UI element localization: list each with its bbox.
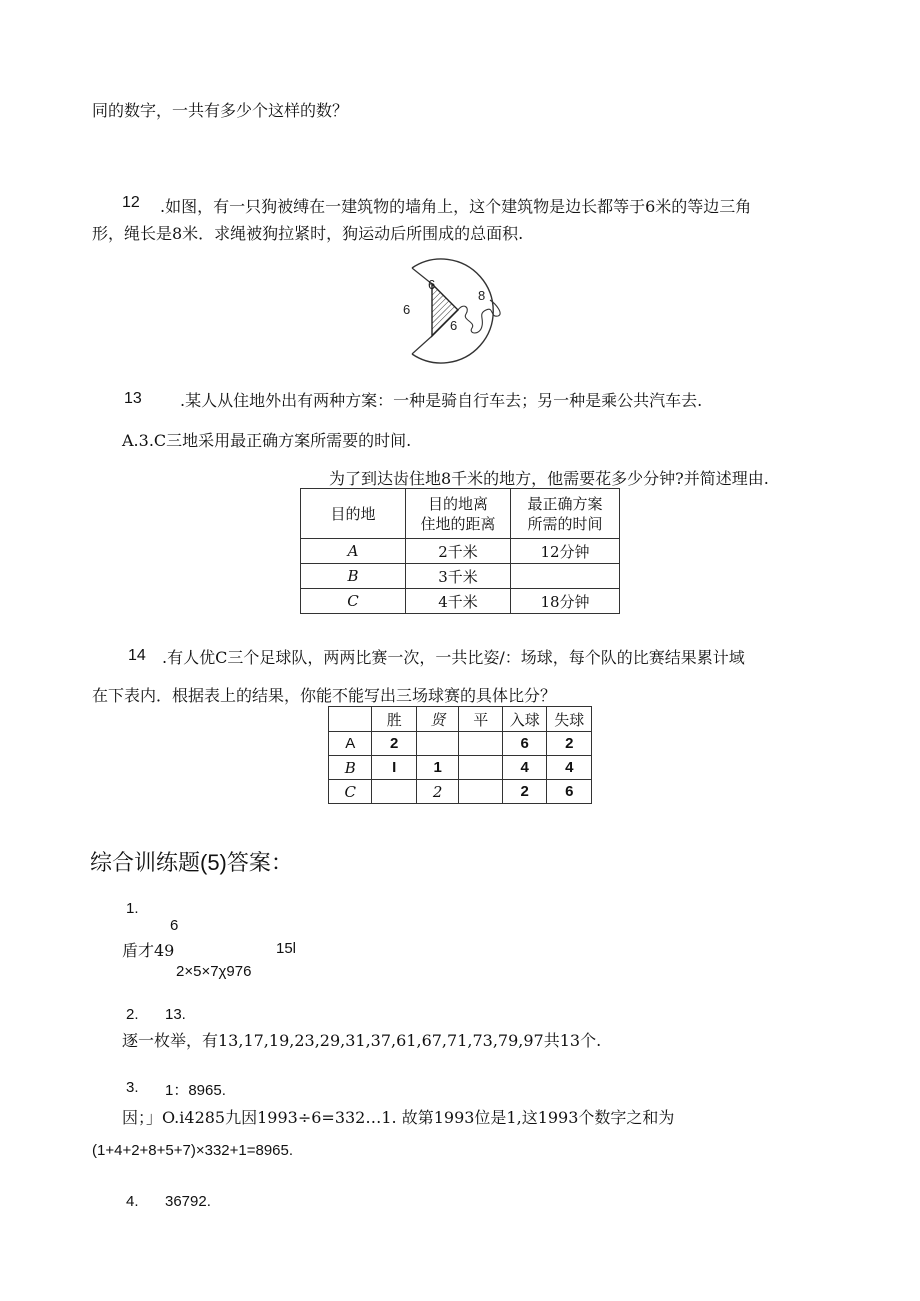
cell-draw — [459, 756, 503, 780]
answer-4-number: 4. — [126, 1193, 139, 1210]
header-destination: 目的地 — [301, 489, 406, 539]
cell-win: I — [372, 756, 416, 780]
table-row — [329, 732, 592, 756]
answer-4-value: 36792. — [165, 1193, 211, 1210]
cell-goals-for: 4 — [502, 756, 546, 780]
cell-distance: 4千米 — [406, 589, 511, 614]
cell-goals-against: 2 — [547, 732, 592, 756]
match-results-table — [328, 706, 592, 804]
header-lose: 贤 — [416, 707, 459, 732]
fig-label-rope: 8 — [478, 288, 486, 303]
header-best-time: 最正确方案 所需的时间 — [511, 489, 620, 539]
cell-lose: 1 — [416, 756, 459, 780]
question-12-line1: .如图，有一只狗被缚在一建筑物的墙角上，这个建筑物是边长都等于6米的等边三角 — [160, 197, 752, 216]
question-13-line1: .某人从住地外出有两种方案：一种是骑自行车去；另一种是乘公共汽车去. — [180, 391, 703, 410]
answer-3-number: 3. — [126, 1079, 139, 1096]
table-row — [301, 564, 620, 589]
cell-time — [511, 564, 620, 589]
question-14-number: 14 — [128, 647, 146, 664]
fig-label-left: 6 — [403, 302, 411, 317]
cell-goals-against: 6 — [547, 780, 592, 804]
cell-team: A — [329, 732, 372, 756]
cell-destination: C — [301, 589, 406, 614]
cell-distance: 2千米 — [406, 539, 511, 564]
cell-win — [372, 780, 416, 804]
fig-label-bottom: 6 — [450, 318, 458, 333]
cell-goals-for: 6 — [502, 732, 546, 756]
cell-lose — [416, 732, 459, 756]
table-row — [301, 539, 620, 564]
travel-time-table — [300, 488, 620, 614]
answer-2-text: 逐一枚举，有13,17,19,23,29,31,37,61,67,71,73,79,97共13个. — [122, 1031, 602, 1050]
cell-destination: B — [301, 564, 406, 589]
dog-rope-figure — [386, 256, 522, 368]
fig-label-top: 6 — [428, 277, 436, 292]
answer-3-formula: (1+4+2+8+5+7)×332+1=8965. — [92, 1142, 294, 1159]
table-row — [329, 756, 592, 780]
cell-team: C — [329, 780, 372, 804]
question-13-number: 13 — [124, 390, 142, 407]
cell-distance: 3千米 — [406, 564, 511, 589]
question-14-line1: .有人优C三个足球队，两两比赛一次，一共比姿/：场球，每个队的比赛结果累计域 — [162, 648, 745, 667]
answer-1-top: 6 — [170, 917, 179, 934]
answer-3-text: 因；」O.i4285九因1993÷6=332…1. 故第1993位是1,这1993个数字之和为 — [122, 1108, 675, 1127]
question-12-number: 12 — [122, 194, 140, 211]
header-goals-against: 失球 — [547, 707, 592, 732]
answer-1-number: 1. — [126, 900, 139, 917]
table-row — [301, 589, 620, 614]
header-team — [329, 707, 372, 732]
cell-goals-for: 2 — [502, 780, 546, 804]
answer-3-value: 1：8965. — [165, 1082, 226, 1099]
cell-time: 18分钟 — [511, 589, 620, 614]
cell-win: 2 — [372, 732, 416, 756]
question-13-line3: 为了到达齿住地8千米的地方，他需要花多少分钟?并简述理由. — [329, 469, 769, 488]
cell-destination: A — [301, 539, 406, 564]
answer-2-value: 13. — [165, 1006, 186, 1023]
header-draw: 平 — [459, 707, 503, 732]
header-distance: 目的地离 住地的距离 — [406, 489, 511, 539]
header-win: 胜 — [372, 707, 416, 732]
answer-2-number: 2. — [126, 1006, 139, 1023]
answer-1-bottom: 2×5×7χ976 — [176, 963, 252, 980]
answer-1-mid-left: 盾才49 — [122, 941, 175, 960]
header-goals-for: 入球 — [502, 707, 546, 732]
question-13-line2: A.3.C三地采用最正确方案所需要的时间. — [122, 431, 412, 450]
cell-draw — [459, 780, 503, 804]
table-row — [329, 780, 592, 804]
cell-team: B — [329, 756, 372, 780]
cell-lose: 2 — [416, 780, 459, 804]
answers-title: 综合训练题(5)答案： — [90, 850, 293, 875]
cell-time: 12分钟 — [511, 539, 620, 564]
cell-goals-against: 4 — [547, 756, 592, 780]
question-11-tail: 同的数字，一共有多少个这样的数？ — [92, 101, 349, 120]
cell-draw — [459, 732, 503, 756]
answer-1-mid-right: 15l — [276, 940, 297, 957]
question-14-line2: 在下表内．根据表上的结果，你能不能写出三场球赛的具体比分？ — [92, 686, 557, 705]
question-12-line2: 形，绳长是8米．求绳被狗拉紧时，狗运动后所围成的总面积. — [92, 224, 524, 243]
